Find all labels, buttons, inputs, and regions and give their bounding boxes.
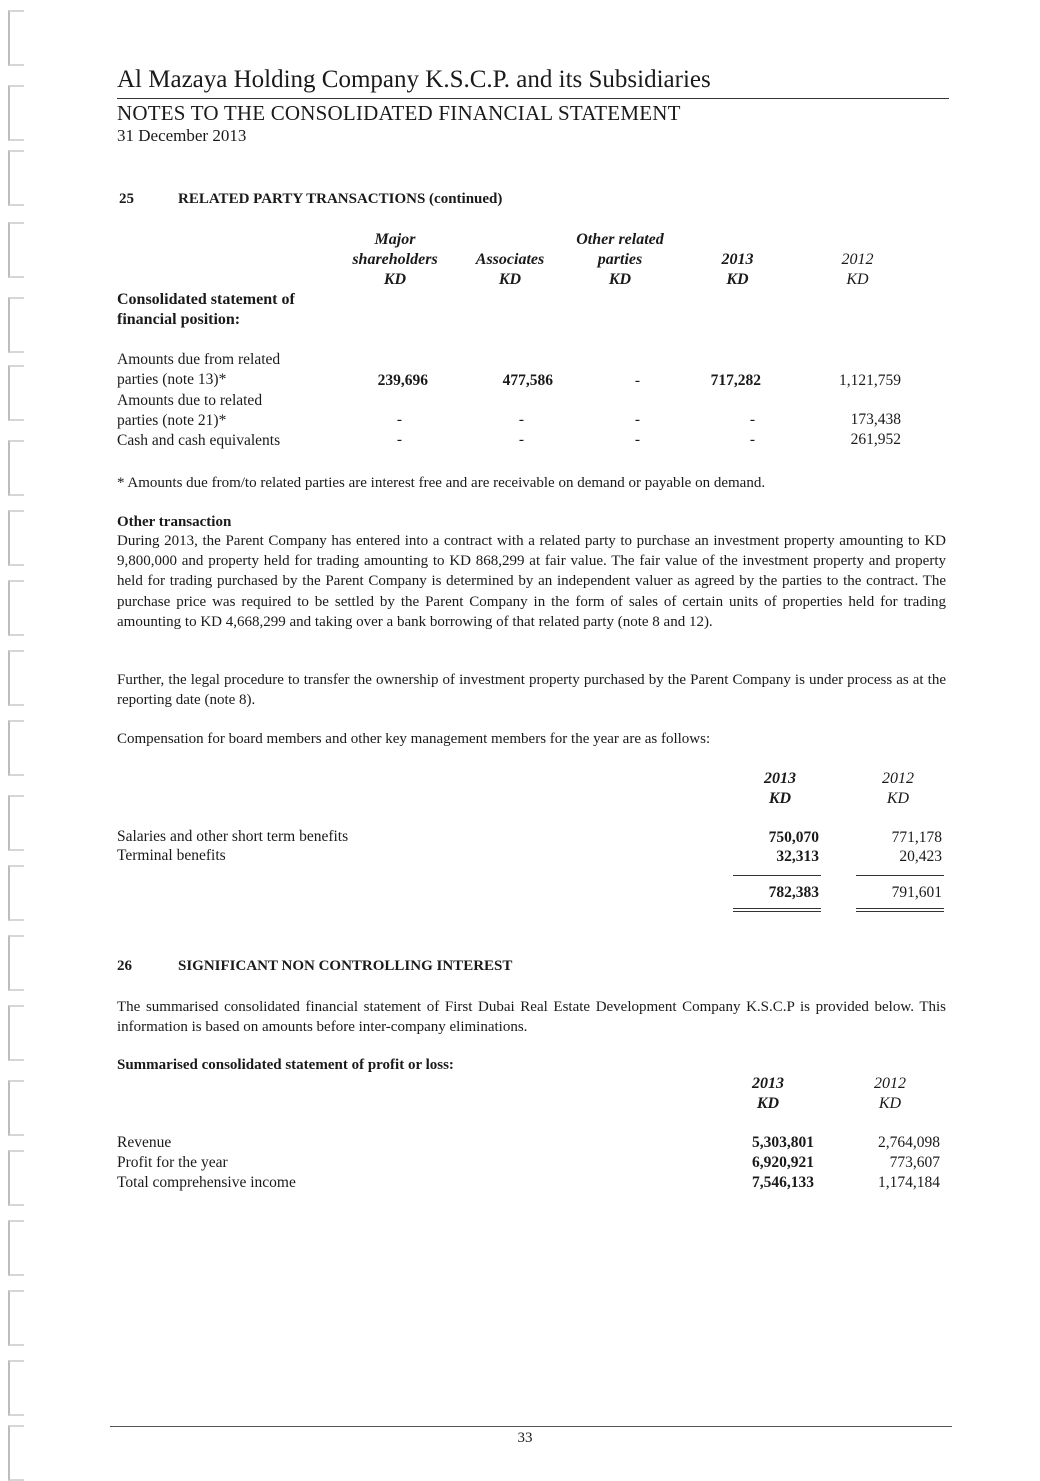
notes-title: NOTES TO THE CONSOLIDATED FINANCIAL STATEMENT <box>117 101 681 125</box>
s26-label-profit: Profit for the year <box>117 1154 228 1171</box>
section-26-title: SIGNIFICANT NON CONTROLLING INTEREST <box>178 958 513 974</box>
row-label-due-to: Amounts due to related parties (note 21)* <box>117 392 263 429</box>
s26-col-2013: 2013 KD <box>752 1075 784 1112</box>
company-name: Al Mazaya Holding Company K.S.C.P. and its Subsidiaries <box>117 66 711 93</box>
header-rule <box>117 98 949 99</box>
col-major-shareholders: Major shareholders KD <box>352 231 438 288</box>
due-from-associates: 477,586 <box>502 372 553 389</box>
comp-terminal-2012: 20,423 <box>899 848 942 865</box>
comp-total-double-rule-2012 <box>856 908 944 912</box>
comp-subtotal-rule-2013 <box>733 875 821 876</box>
s26-profit-2013: 6,920,921 <box>752 1154 814 1171</box>
cash-other: - <box>634 431 640 448</box>
s26-col-2012: 2012 KD <box>874 1075 906 1112</box>
comp-label-terminal: Terminal benefits <box>117 847 226 864</box>
cash-major: - <box>396 431 402 448</box>
footnote: * Amounts due from/to related parties are interest free and are receivable on demand or payable on demand. <box>117 475 766 491</box>
financial-position-label: Consolidated statement of financial position: <box>117 291 295 328</box>
cash-associates: - <box>518 431 524 448</box>
section-25-number: 25 <box>119 191 134 207</box>
row-label-cash: Cash and cash equivalents <box>117 432 281 449</box>
s26-tci-2012: 1,174,184 <box>878 1174 940 1191</box>
compensation-intro: Compensation for board members and other key management members for the year are as follows: <box>117 731 711 747</box>
row-label-due-from: Amounts due from related parties (note 13)* <box>117 351 281 388</box>
s26-revenue-2013: 5,303,801 <box>752 1134 814 1151</box>
comp-subtotal-rule-2012 <box>856 875 944 876</box>
due-to-major: - <box>396 411 402 428</box>
comp-total-double-rule-2013 <box>733 908 821 912</box>
comp-total-2013: 782,383 <box>768 884 819 901</box>
due-from-other: - <box>634 372 640 389</box>
s26-tci-2013: 7,546,133 <box>752 1174 814 1191</box>
page-number: 33 <box>517 1430 533 1446</box>
legal-procedure-paragraph: Further, the legal procedure to transfer the ownership of investment property purchased by the Parent Company is under process as at the reporting date (note 8). <box>117 672 946 709</box>
comp-total-2012: 791,601 <box>891 884 942 901</box>
due-from-major: 239,696 <box>377 372 428 389</box>
other-transaction-paragraph: During 2013, the Parent Company has entered into a contract with a related party to purchase an investment property amounting to KD 9,800,000 and property held for trading amounting to KD 868,299 at fair value. The fair value of the investment property and property held for trading purchased by the Parent Company is determined by an independent valuer as agreed by the parties to the contract. The purchase price was required to be settled by the Parent Company in the form of sales of certain units of properties held for trading amounting to KD 4,668,299 and taking over a bank borrowing of that related party (note 8 and 12). <box>117 533 946 630</box>
footer-rule <box>110 1426 952 1427</box>
col-other-related-parties: Other related parties KD <box>576 231 664 288</box>
comp-col-2012: 2012 KD <box>882 770 914 807</box>
binder-marks <box>2 0 42 1471</box>
col-associates: Associates KD <box>475 251 545 288</box>
other-transaction-heading: Other transaction <box>117 514 232 530</box>
due-from-2013: 717,282 <box>710 372 761 389</box>
col-2012: 2012 KD <box>841 251 874 288</box>
comp-terminal-2013: 32,313 <box>776 848 819 865</box>
comp-col-2013: 2013 KD <box>764 770 796 807</box>
section-26-number: 26 <box>117 958 132 974</box>
due-from-2012: 1,121,759 <box>839 372 901 389</box>
cash-2012: 261,952 <box>850 431 901 448</box>
comp-salaries-2012: 771,178 <box>891 829 942 846</box>
cash-2013: - <box>749 431 755 448</box>
col-2013: 2013 KD <box>721 251 754 288</box>
s26-profit-2012: 773,607 <box>889 1154 940 1171</box>
due-to-associates: - <box>518 411 524 428</box>
s26-label-revenue: Revenue <box>117 1134 172 1151</box>
s26-label-tci: Total comprehensive income <box>117 1174 296 1191</box>
report-date: 31 December 2013 <box>117 126 247 145</box>
section-25-title: RELATED PARTY TRANSACTIONS (continued) <box>178 191 503 207</box>
due-to-other: - <box>634 411 640 428</box>
s26-revenue-2012: 2,764,098 <box>878 1134 940 1151</box>
comp-label-salaries: Salaries and other short term benefits <box>117 828 349 845</box>
due-to-2012: 173,438 <box>850 411 901 428</box>
profit-loss-heading: Summarised consolidated statement of profit or loss: <box>117 1057 454 1073</box>
due-to-2013: - <box>749 411 755 428</box>
section-26-paragraph: The summarised consolidated financial statement of First Dubai Real Estate Development Company K.S.C.P is provided below. This information is based on amounts before inter-company eliminations. <box>117 999 946 1036</box>
comp-salaries-2013: 750,070 <box>768 829 819 846</box>
